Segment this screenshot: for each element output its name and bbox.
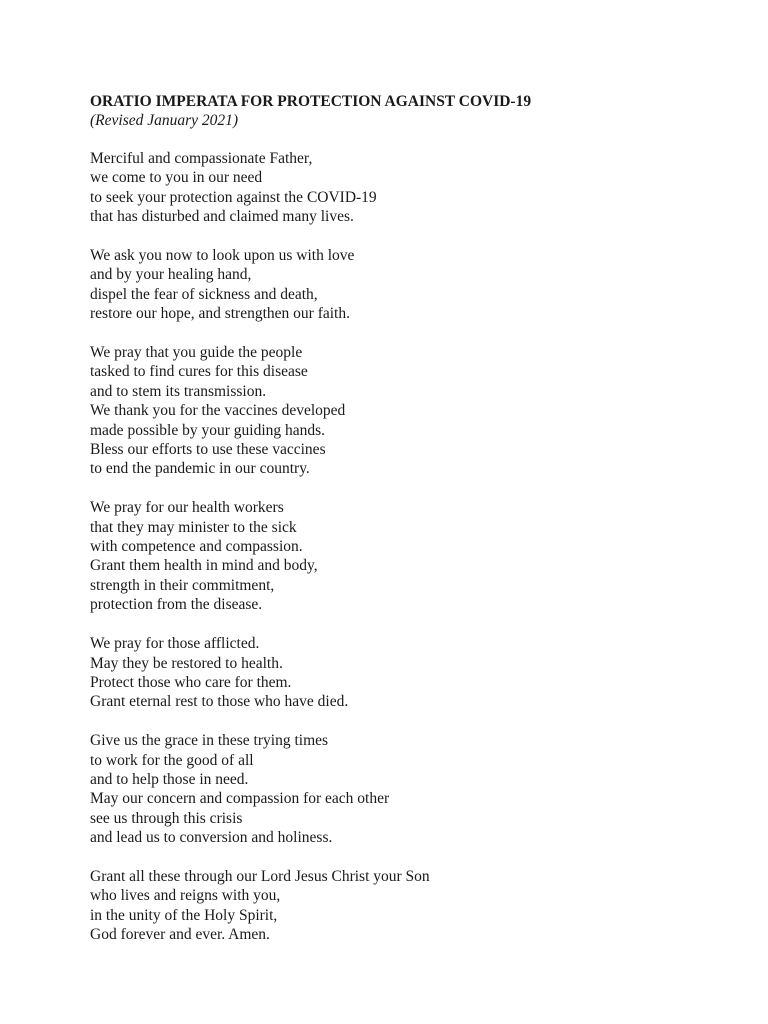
prayer-line: May they be restored to health. [90,654,283,672]
prayer-line: We pray for those afflicted. [90,635,260,653]
prayer-stanza [90,867,730,945]
prayer-line: we come to you in our need [90,169,263,187]
prayer-line: that has disturbed and claimed many lives. [90,208,354,226]
prayer-line: We pray for our health workers [90,499,284,517]
prayer-line: We pray that you guide the people [90,344,303,362]
prayer-line: Grant eternal rest to those who have died. [90,693,349,711]
prayer-line: with competence and compassion. [90,538,303,556]
prayer-line: God forever and ever. Amen. [90,926,270,944]
prayer-line: and lead us to conversion and holiness. [90,829,333,847]
prayer-line: Merciful and compassionate Father, [90,150,313,167]
prayer-line: and by your healing hand, [90,266,252,284]
prayer-line: tasked to find cures for this disease [90,363,308,381]
prayer-line: and to stem its transmission. [90,382,267,400]
prayer-line: protection from the disease. [90,596,263,614]
prayer-line: May our concern and compassion for each other [90,790,390,808]
prayer-document [90,92,730,964]
prayer-line: dispel the fear of sickness and death, [90,285,318,303]
prayer-line: We thank you for the vaccines developed [90,402,346,420]
prayer-line: Bless our efforts to use these vaccines [90,441,326,459]
prayer-line: in the unity of the Holy Spirit, [90,906,278,924]
prayer-line: We ask you now to look upon us with love [90,247,355,265]
prayer-line: strength in their commitment, [90,576,275,594]
prayer-stanza [90,343,730,479]
prayer-stanza [90,634,730,712]
prayer-body [90,149,730,945]
document-subtitle: (Revised January 2021) [90,112,239,129]
prayer-line: to end the pandemic in our country. [90,460,310,478]
prayer-line: made possible by your guiding hands. [90,421,326,439]
prayer-line: who lives and reigns with you, [90,887,281,905]
prayer-line: Grant them health in mind and body, [90,557,318,575]
prayer-line: to seek your protection against the COVID-19 [90,188,377,206]
prayer-line: Give us the grace in these trying times [90,732,329,750]
prayer-line: see us through this crisis [90,809,243,827]
prayer-stanza [90,246,730,324]
prayer-line: that they may minister to the sick [90,518,297,536]
prayer-line: Grant all these through our Lord Jesus Christ your Son [90,867,430,885]
prayer-line: to work for the good of all [90,751,254,769]
document-title: ORATIO IMPERATA FOR PROTECTION AGAINST COVID-19 [90,93,532,110]
prayer-stanza [90,731,730,847]
prayer-line: and to help those in need. [90,770,249,788]
prayer-stanza [90,498,730,614]
prayer-line: Protect those who care for them. [90,673,292,691]
prayer-stanza [90,149,730,227]
prayer-line: restore our hope, and strengthen our faith. [90,305,350,323]
